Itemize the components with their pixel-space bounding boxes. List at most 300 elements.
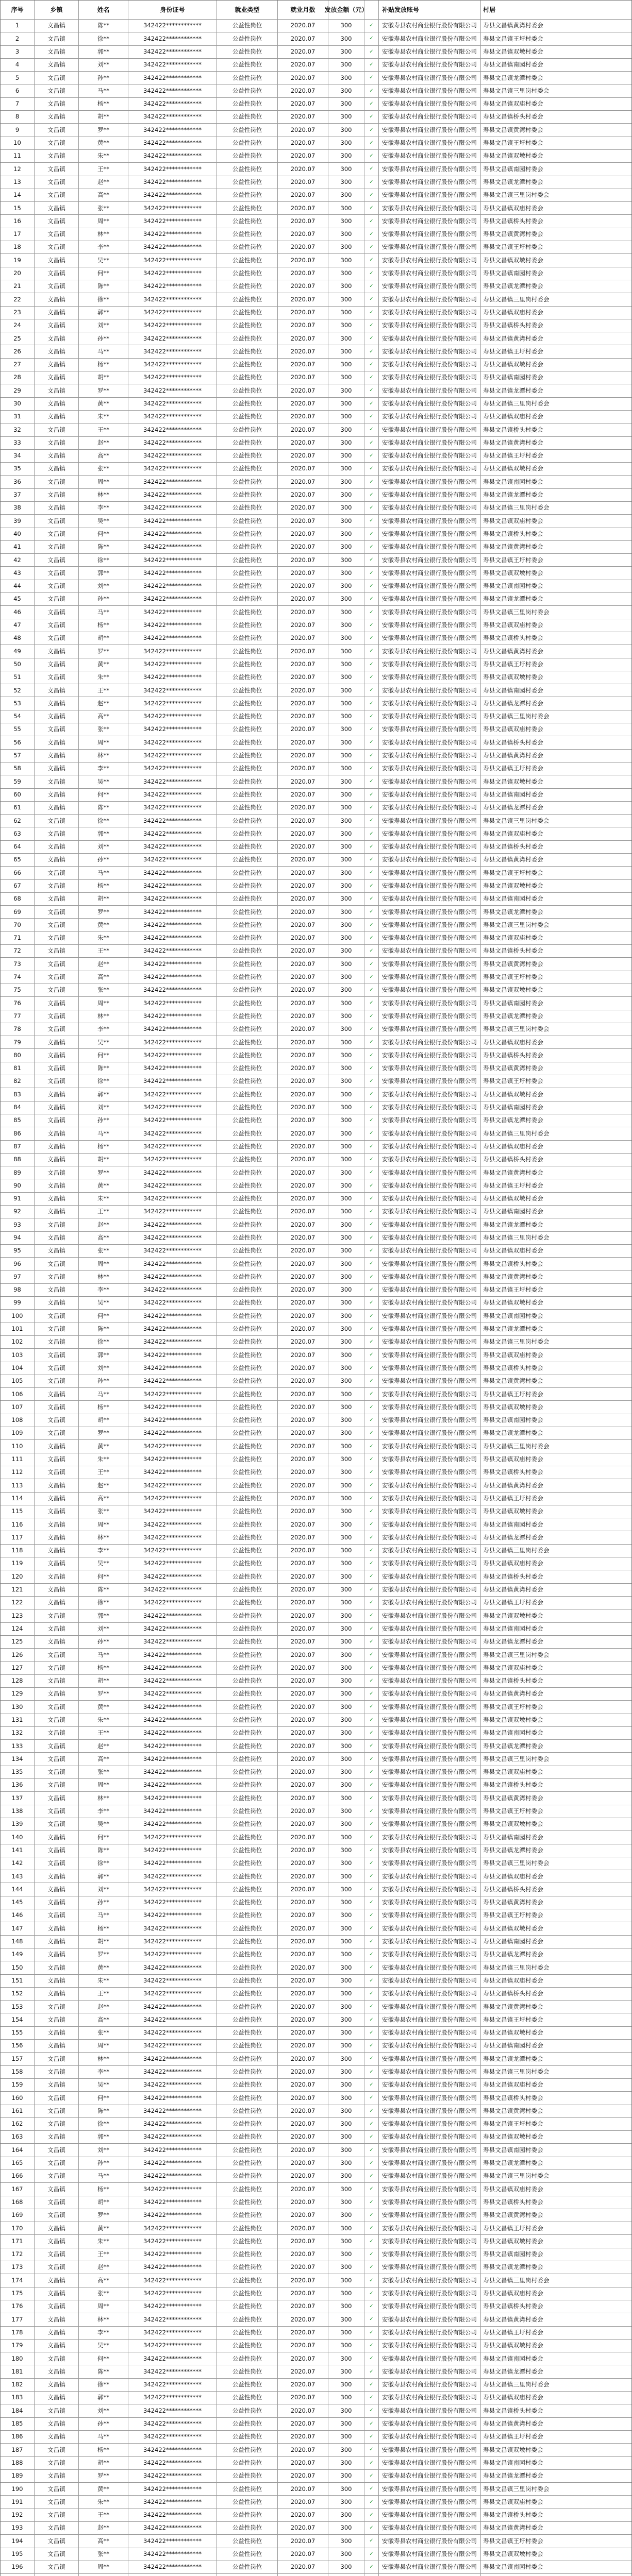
account-cell: 安徽寿县农村商业银行股份有限公司: [379, 502, 481, 514]
village-cell: 寿县文昌镇南园村委会: [483, 895, 543, 903]
village-cell: 寿县文昌镇三里岗村委会: [483, 1651, 550, 1658]
job-type-cell: 公益性岗位: [217, 1545, 278, 1557]
job-type-cell: 公益性岗位: [217, 176, 278, 189]
name-cell: 朱**: [79, 2496, 128, 2508]
table-row: [1, 1206, 631, 1218]
town-cell: 文昌镇: [35, 2287, 79, 2300]
table-row: [1, 2027, 631, 2040]
account-cell: 安徽寿县农村商业银行股份有限公司: [379, 359, 481, 371]
id-number-cell: 342422************: [128, 371, 217, 384]
check-cell: [364, 984, 379, 996]
check-mark-icon: ✓: [369, 1756, 374, 1762]
name-cell: 张**: [79, 2548, 128, 2561]
amount-cell: 300: [328, 528, 364, 540]
months-cell: 2020.07: [278, 1114, 328, 1127]
account-cell: 安徽寿县农村商业银行股份有限公司: [379, 1609, 481, 1622]
id-number-cell: 342422************: [128, 1375, 217, 1387]
id-number-cell: 342422************: [128, 1883, 217, 1895]
check-cell: [364, 827, 379, 840]
town-cell: 文昌镇: [35, 827, 79, 840]
amount-cell: 300: [328, 736, 364, 749]
check-mark-icon: ✓: [369, 2225, 374, 2231]
months-cell: 2020.07: [278, 254, 328, 266]
account-cell: 安徽寿县农村商业银行股份有限公司: [379, 2157, 481, 2170]
account-cell: 安徽寿县农村商业银行股份有限公司: [379, 762, 481, 775]
job-type-cell: 公益性岗位: [217, 775, 278, 788]
months-cell: 2020.07: [278, 2404, 328, 2417]
name-cell: 郭**: [79, 1609, 128, 1622]
seq-cell: 89: [1, 1166, 35, 1179]
table-row: [1, 1271, 631, 1284]
seq-cell: 166: [1, 2170, 35, 2182]
village-cell: 寿县文昌镇王圩村委会: [483, 243, 543, 251]
id-number-cell: 342422************: [128, 671, 217, 684]
name-cell: 马**: [79, 1127, 128, 1140]
seq-cell: 160: [1, 2092, 35, 2104]
amount-cell: 300: [328, 1609, 364, 1622]
id-number-cell: 342422************: [128, 880, 217, 892]
id-number-cell: 342422************: [128, 2457, 217, 2469]
amount-cell: 300: [328, 124, 364, 136]
check-mark-icon: ✓: [369, 2551, 374, 2557]
account-cell: 安徽寿县农村商业银行股份有限公司: [379, 1570, 481, 1583]
name-cell: 马**: [79, 1909, 128, 1922]
amount-cell: 300: [328, 841, 364, 853]
village-cell: 寿县文昌镇王圩村委会: [483, 347, 543, 355]
amount-cell: 300: [328, 2548, 364, 2561]
town-cell: 文昌镇: [35, 1831, 79, 1843]
id-number-cell: 342422************: [128, 580, 217, 592]
name-cell: 王**: [79, 684, 128, 697]
village-cell: 寿县文昌镇三里岗村委会: [483, 1234, 550, 1241]
town-cell: 文昌镇: [35, 332, 79, 345]
check-mark-icon: ✓: [369, 1430, 374, 1436]
id-number-cell: 342422************: [128, 2561, 217, 2573]
table-row: [1, 958, 631, 971]
check-mark-icon: ✓: [369, 1886, 374, 1892]
village-cell: 寿县文昌镇黄湾村委会: [483, 1168, 543, 1176]
seq-cell: 149: [1, 1948, 35, 1961]
check-mark-icon: ✓: [369, 857, 374, 863]
name-cell: 陈**: [79, 1584, 128, 1596]
check-mark-icon: ✓: [369, 2004, 374, 2010]
months-cell: 2020.07: [278, 1218, 328, 1231]
job-type-cell: 公益性岗位: [217, 2352, 278, 2365]
name-cell: 黄**: [79, 1961, 128, 1974]
account-cell: 安徽寿县农村商业银行股份有限公司: [379, 1518, 481, 1531]
name-cell: 赵**: [79, 1740, 128, 1752]
account-cell: 安徽寿县农村商业银行股份有限公司: [379, 632, 481, 645]
village-cell: 寿县文昌镇双庙村委会: [483, 413, 543, 420]
name-cell: 周**: [79, 2300, 128, 2313]
village-cell: 寿县文昌镇双庙村委会: [483, 2081, 543, 2089]
account-cell: 安徽寿县农村商业银行股份有限公司: [379, 1649, 481, 1661]
check-mark-icon: ✓: [369, 1925, 374, 1931]
town-cell: 文昌镇: [35, 1049, 79, 1061]
check-cell: [364, 1232, 379, 1244]
name-cell: 黄**: [79, 1440, 128, 1452]
account-cell: 安徽寿县农村商业银行股份有限公司: [379, 163, 481, 175]
check-cell: [364, 1766, 379, 1778]
village-cell: 寿县文昌镇南园村委会: [483, 374, 543, 381]
id-number-cell: 342422************: [128, 541, 217, 553]
account-cell: 安徽寿县农村商业银行股份有限公司: [379, 2027, 481, 2039]
seq-cell: 16: [1, 215, 35, 227]
village-cell: 寿县文昌镇王圩村委会: [483, 1077, 543, 1085]
id-number-cell: 342422************: [128, 463, 217, 475]
town-cell: 文昌镇: [35, 46, 79, 58]
table-row: [1, 2235, 631, 2248]
check-cell: [364, 2183, 379, 2195]
name-cell: 王**: [79, 945, 128, 957]
village-cell: 寿县文昌镇桥头村委会: [483, 1260, 543, 1267]
amount-cell: 300: [328, 2027, 364, 2039]
town-cell: 文昌镇: [35, 293, 79, 306]
town-cell: 文昌镇: [35, 228, 79, 241]
check-cell: [364, 1101, 379, 1114]
amount-cell: 300: [328, 1779, 364, 1791]
town-cell: 文昌镇: [35, 867, 79, 879]
village-cell: 寿县文昌镇龙潭村委会: [483, 595, 543, 603]
amount-cell: 300: [328, 971, 364, 984]
job-type-cell: 公益性岗位: [217, 645, 278, 657]
table-row: [1, 1727, 631, 1740]
village-cell: 寿县文昌镇龙潭村委会: [483, 699, 543, 707]
table-row: [1, 932, 631, 945]
job-type-cell: 公益性岗位: [217, 20, 278, 32]
town-cell: 文昌镇: [35, 437, 79, 449]
amount-cell: 300: [328, 762, 364, 775]
seq-cell: 52: [1, 684, 35, 697]
id-number-cell: 342422************: [128, 1388, 217, 1400]
seq-cell: 13: [1, 176, 35, 189]
table-row: [1, 1988, 631, 2001]
check-cell: [364, 2261, 379, 2274]
months-cell: 2020.07: [278, 150, 328, 162]
account-cell: 安徽寿县农村商业银行股份有限公司: [379, 1545, 481, 1557]
amount-cell: 300: [328, 1375, 364, 1387]
months-cell: 2020.07: [278, 489, 328, 501]
table-row: [1, 1675, 631, 1688]
account-cell: 安徽寿县农村商业银行股份有限公司: [379, 2001, 481, 2013]
name-cell: 刘**: [79, 1883, 128, 1895]
name-cell: 王**: [79, 1206, 128, 1218]
amount-cell: 300: [328, 1036, 364, 1048]
seq-cell: 8: [1, 111, 35, 123]
id-number-cell: 342422************: [128, 1466, 217, 1479]
check-cell: [364, 1753, 379, 1765]
amount-cell: 300: [328, 2040, 364, 2052]
table-row: [1, 684, 631, 697]
village-cell: 寿县文昌镇王圩村委会: [483, 2224, 543, 2232]
account-cell: 安徽寿县农村商业银行股份有限公司: [379, 1753, 481, 1765]
account-cell: 安徽寿县农村商业银行股份有限公司: [379, 84, 481, 97]
town-cell: 文昌镇: [35, 267, 79, 280]
id-number-cell: 342422************: [128, 2053, 217, 2065]
check-mark-icon: ✓: [369, 270, 374, 276]
account-cell: 安徽寿县农村商业银行股份有限公司: [379, 1675, 481, 1687]
check-cell: [364, 398, 379, 410]
job-type-cell: 公益性岗位: [217, 1636, 278, 1648]
town-cell: 文昌镇: [35, 1401, 79, 1413]
job-type-cell: 公益性岗位: [217, 1049, 278, 1061]
id-number-cell: 342422************: [128, 658, 217, 671]
months-cell: 2020.07: [278, 2066, 328, 2078]
seq-cell: 128: [1, 1675, 35, 1687]
check-cell: [364, 2431, 379, 2443]
village-cell: 寿县文昌镇三里岗村委会: [483, 2485, 550, 2493]
village-cell: 寿县文昌镇双墩村委会: [483, 1195, 543, 1202]
account-cell: 安徽寿县农村商业银行股份有限公司: [379, 2053, 481, 2065]
village-cell: 寿县文昌镇南园村委会: [483, 1416, 543, 1424]
table-row: [1, 2222, 631, 2235]
check-mark-icon: ✓: [369, 2486, 374, 2492]
town-cell: 文昌镇: [35, 2535, 79, 2547]
account-cell: 安徽寿县农村商业银行股份有限公司: [379, 1818, 481, 1831]
check-cell: [364, 1662, 379, 1674]
job-type-cell: 公益性岗位: [217, 2392, 278, 2404]
name-cell: 林**: [79, 1010, 128, 1023]
table-row: [1, 293, 631, 306]
account-cell: 安徽寿县农村商业银行股份有限公司: [379, 750, 481, 762]
account-cell: 安徽寿县农村商业银行股份有限公司: [379, 450, 481, 462]
seq-cell: 71: [1, 932, 35, 944]
months-cell: 2020.07: [278, 1505, 328, 1518]
id-number-cell: 342422************: [128, 46, 217, 58]
name-cell: 高**: [79, 710, 128, 723]
town-cell: 文昌镇: [35, 2170, 79, 2182]
check-mark-icon: ✓: [369, 1782, 374, 1788]
seq-cell: 153: [1, 2001, 35, 2013]
months-cell: 2020.07: [278, 2013, 328, 2026]
id-number-cell: 342422************: [128, 1323, 217, 1335]
table-row: [1, 2392, 631, 2404]
amount-cell: 300: [328, 1688, 364, 1700]
job-type-cell: 公益性岗位: [217, 1245, 278, 1257]
table-row: [1, 1401, 631, 1414]
town-cell: 文昌镇: [35, 1883, 79, 1895]
account-cell: 安徽寿县农村商业银行股份有限公司: [379, 2509, 481, 2521]
town-cell: 文昌镇: [35, 189, 79, 201]
check-mark-icon: ✓: [369, 205, 374, 211]
check-mark-icon: ✓: [369, 766, 374, 772]
account-cell: 安徽寿县农村商业银行股份有限公司: [379, 1584, 481, 1596]
village-cell: 寿县文昌镇南园村委会: [483, 1624, 543, 1632]
check-cell: [364, 2365, 379, 2378]
table-row: [1, 2444, 631, 2456]
account-cell: 安徽寿县农村商业银行股份有限公司: [379, 228, 481, 241]
months-cell: 2020.07: [278, 2248, 328, 2261]
check-mark-icon: ✓: [369, 1495, 374, 1501]
check-mark-icon: ✓: [369, 452, 374, 459]
seq-cell: 108: [1, 1414, 35, 1427]
amount-cell: 300: [328, 802, 364, 814]
amount-cell: 300: [328, 1727, 364, 1739]
town-cell: 文昌镇: [35, 1818, 79, 1831]
id-number-cell: 342422************: [128, 1688, 217, 1700]
amount-cell: 300: [328, 1922, 364, 1935]
months-cell: 2020.07: [278, 1310, 328, 1322]
check-cell: [364, 307, 379, 319]
job-type-cell: 公益性岗位: [217, 2522, 278, 2534]
id-number-cell: 342422************: [128, 1245, 217, 1257]
id-number-cell: 342422************: [128, 2105, 217, 2117]
town-cell: 文昌镇: [35, 2105, 79, 2117]
account-cell: 安徽寿县农村商业银行股份有限公司: [379, 2392, 481, 2404]
job-type-cell: 公益性岗位: [217, 1701, 278, 1713]
town-cell: 文昌镇: [35, 684, 79, 697]
seq-cell: 31: [1, 411, 35, 423]
job-type-cell: 公益性岗位: [217, 671, 278, 684]
seq-cell: 188: [1, 2457, 35, 2469]
id-number-cell: 342422************: [128, 1362, 217, 1375]
account-cell: 安徽寿县农村商业银行股份有限公司: [379, 1636, 481, 1648]
id-number-cell: 342422************: [128, 1570, 217, 1583]
job-type-cell: 公益性岗位: [217, 2118, 278, 2130]
town-cell: 文昌镇: [35, 1961, 79, 1974]
amount-cell: 300: [328, 1909, 364, 1922]
seq-cell: 170: [1, 2222, 35, 2234]
seq-cell: 43: [1, 567, 35, 579]
account-cell: 安徽寿县农村商业银行股份有限公司: [379, 124, 481, 136]
seq-cell: 67: [1, 880, 35, 892]
seq-cell: 69: [1, 906, 35, 918]
check-mark-icon: ✓: [369, 2134, 374, 2140]
village-cell: 寿县文昌镇双庙村委会: [483, 829, 543, 837]
check-cell: [364, 32, 379, 45]
amount-cell: 300: [328, 489, 364, 501]
check-cell: [364, 293, 379, 306]
account-cell: 安徽寿县农村商业银行股份有限公司: [379, 919, 481, 931]
months-cell: 2020.07: [278, 671, 328, 684]
account-cell: 安徽寿县农村商业银行股份有限公司: [379, 1101, 481, 1114]
amount-cell: 300: [328, 1088, 364, 1100]
seq-cell: 138: [1, 1805, 35, 1818]
account-cell: 安徽寿县农村商业银行股份有限公司: [379, 2404, 481, 2417]
amount-cell: 300: [328, 1649, 364, 1661]
table-row: [1, 2379, 631, 2392]
amount-cell: 300: [328, 919, 364, 931]
seq-cell: 66: [1, 867, 35, 879]
check-mark-icon: ✓: [369, 831, 374, 837]
months-cell: 2020.07: [278, 1649, 328, 1661]
check-mark-icon: ✓: [369, 1977, 374, 1984]
job-type-cell: 公益性岗位: [217, 2066, 278, 2078]
village-cell: 寿县文昌镇双墩村委会: [483, 2029, 543, 2037]
town-cell: 文昌镇: [35, 1518, 79, 1531]
table-row: [1, 827, 631, 840]
check-mark-icon: ✓: [369, 2121, 374, 2127]
town-cell: 文昌镇: [35, 2053, 79, 2065]
seq-cell: 12: [1, 163, 35, 175]
town-cell: 文昌镇: [35, 1114, 79, 1127]
months-cell: 2020.07: [278, 2457, 328, 2469]
town-cell: 文昌镇: [35, 1466, 79, 1479]
job-type-cell: 公益性岗位: [217, 228, 278, 241]
id-number-cell: 342422************: [128, 280, 217, 293]
table-row: [1, 2340, 631, 2352]
amount-cell: 300: [328, 1740, 364, 1752]
amount-cell: 300: [328, 202, 364, 214]
check-cell: [364, 215, 379, 227]
job-type-cell: 公益性岗位: [217, 411, 278, 423]
months-cell: 2020.07: [278, 1179, 328, 1192]
id-number-cell: 342422************: [128, 202, 217, 214]
table-row: [1, 789, 631, 802]
check-mark-icon: ✓: [369, 335, 374, 342]
name-cell: 赵**: [79, 1479, 128, 1492]
town-cell: 文昌镇: [35, 750, 79, 762]
check-cell: [364, 1023, 379, 1036]
table-row: [1, 1440, 631, 1453]
amount-cell: 300: [328, 1414, 364, 1427]
job-type-cell: 公益性岗位: [217, 423, 278, 436]
seq-cell: 7: [1, 98, 35, 110]
id-number-cell: 342422************: [128, 645, 217, 657]
table-row: [1, 1584, 631, 1597]
name-cell: 林**: [79, 1531, 128, 1544]
table-row: [1, 1961, 631, 1974]
seq-cell: 109: [1, 1427, 35, 1439]
check-cell: [364, 2509, 379, 2521]
account-cell: 安徽寿县农村商业银行股份有限公司: [379, 1010, 481, 1023]
amount-cell: 300: [328, 1701, 364, 1713]
table-row: [1, 2418, 631, 2431]
months-cell: 2020.07: [278, 2313, 328, 2326]
town-cell: 文昌镇: [35, 2274, 79, 2286]
seq-cell: 11: [1, 150, 35, 162]
name-cell: 高**: [79, 1753, 128, 1765]
check-cell: [364, 2444, 379, 2456]
check-mark-icon: ✓: [369, 479, 374, 485]
seq-cell: 91: [1, 1193, 35, 1205]
table-row: [1, 567, 631, 580]
seq-cell: 124: [1, 1623, 35, 1635]
name-cell: 罗**: [79, 2209, 128, 2222]
table-row: [1, 1479, 631, 1492]
table-row: [1, 1779, 631, 1792]
seq-cell: 10: [1, 137, 35, 149]
check-cell: [364, 2118, 379, 2130]
village-cell: 寿县文昌镇三里岗村委会: [483, 817, 550, 824]
months-cell: 2020.07: [278, 1440, 328, 1452]
account-cell: 安徽寿县农村商业银行股份有限公司: [379, 1193, 481, 1205]
amount-cell: 300: [328, 1258, 364, 1270]
town-cell: 文昌镇: [35, 1727, 79, 1739]
check-cell: [364, 1779, 379, 1791]
check-mark-icon: ✓: [369, 127, 374, 133]
check-cell: [364, 463, 379, 475]
table-row: [1, 59, 631, 72]
town-cell: 文昌镇: [35, 580, 79, 592]
job-type-cell: 公益性岗位: [217, 2235, 278, 2247]
id-number-cell: 342422************: [128, 945, 217, 957]
town-cell: 文昌镇: [35, 1493, 79, 1505]
job-type-cell: 公益性岗位: [217, 111, 278, 123]
name-cell: 罗**: [79, 2470, 128, 2482]
months-cell: 2020.07: [278, 2131, 328, 2143]
seq-cell: 110: [1, 1440, 35, 1452]
job-type-cell: 公益性岗位: [217, 1948, 278, 1961]
seq-cell: 38: [1, 502, 35, 514]
town-cell: 文昌镇: [35, 1662, 79, 1674]
name-cell: 高**: [79, 2013, 128, 2026]
table-row: [1, 2496, 631, 2509]
table-row: [1, 476, 631, 488]
check-mark-icon: ✓: [369, 322, 374, 328]
name-cell: 吴**: [79, 254, 128, 266]
village-cell: 寿县文昌镇双墩村委会: [483, 1299, 543, 1307]
